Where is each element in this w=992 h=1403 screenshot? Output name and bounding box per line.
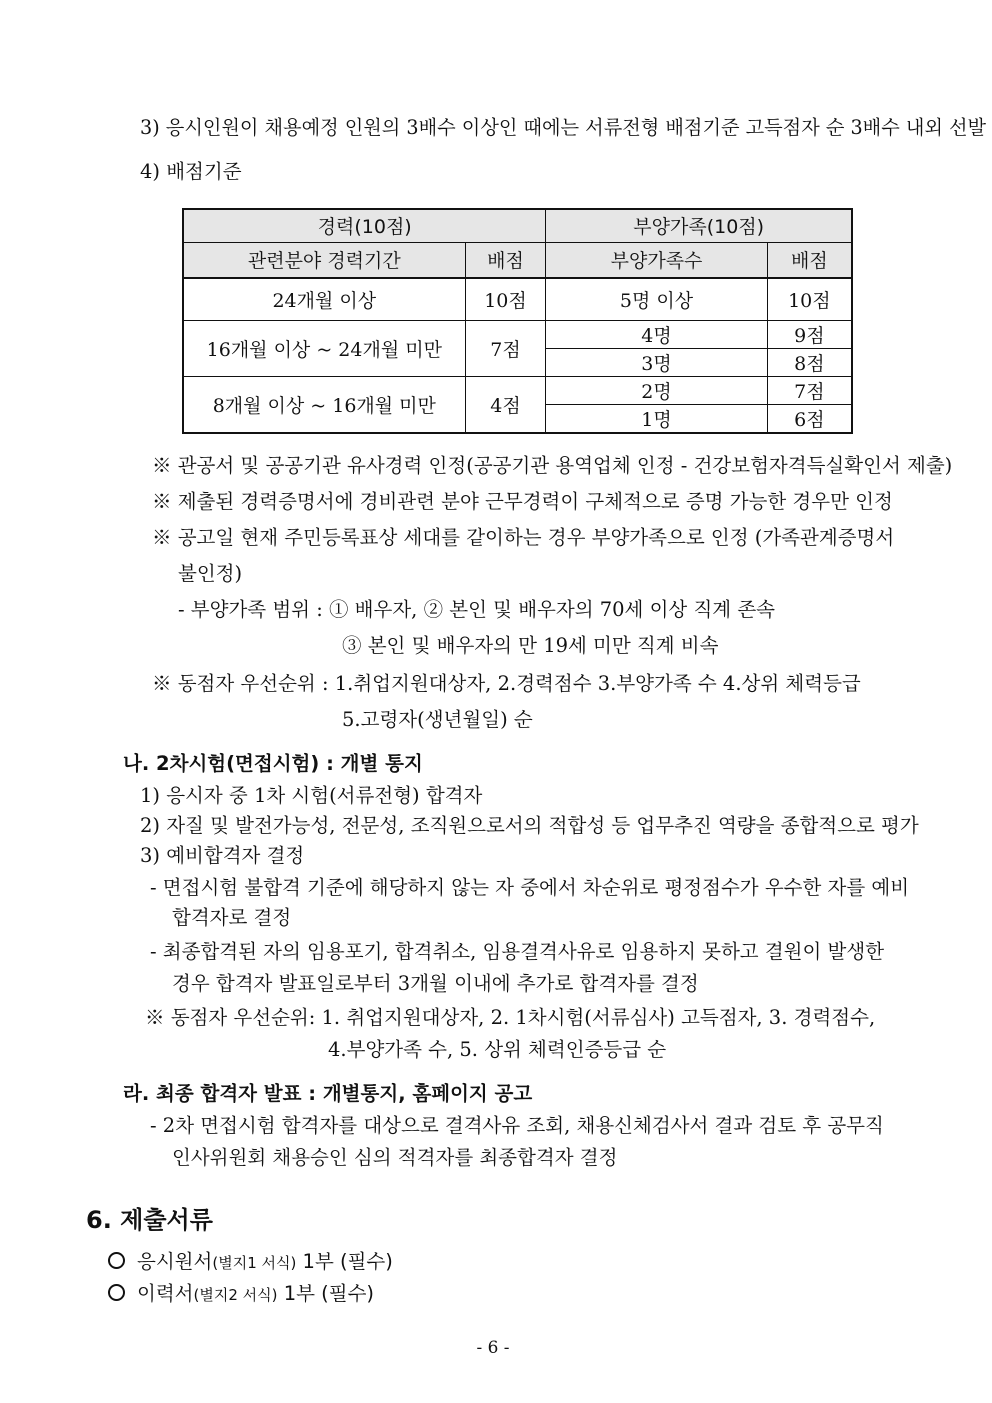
na-item-2: 2) 자질 및 발전가능성, 전문성, 조직원으로서의 적합성 등 업무추진 역량을 종합적으로 평가 xyxy=(140,814,919,837)
col-family-header: 부양가족수 xyxy=(546,242,767,278)
career-score: 10점 xyxy=(465,278,546,320)
page-number: - 6 - xyxy=(476,1338,510,1358)
ra-detail: - 2차 면접시험 합격자를 대상으로 결격사유 조회, 채용신체검사서 결과 검토 후 공무직 xyxy=(150,1114,884,1137)
family-score: 8점 xyxy=(767,348,852,376)
family-count: 4명 xyxy=(546,320,767,348)
note-2: ※ 제출된 경력증명서에 경비관련 분야 근무경력이 구체적으로 증명 가능한 경우만 인정 xyxy=(152,490,893,513)
na-detail-2: - 최종합격된 자의 임용포기, 합격취소, 임용결격사유로 임용하지 못하고 결원이 발생한 xyxy=(150,940,885,963)
career-header: 경력(10점) xyxy=(183,209,546,242)
document-name: 이력서 xyxy=(137,1282,194,1305)
section-ra-title: 라. 최종 합격자 발표 : 개별통지, 홈페이지 공고 xyxy=(123,1082,533,1105)
career-score: 4점 xyxy=(465,376,546,433)
section-na-title: 나. 2차시험(면접시험) : 개별 통지 xyxy=(123,752,423,775)
career-period: 8개월 이상 ~ 16개월 미만 xyxy=(183,376,465,433)
document-form: (별지1 서식) xyxy=(212,1254,297,1272)
document-item xyxy=(108,1248,393,1277)
family-score: 7점 xyxy=(767,376,852,404)
table-row xyxy=(183,278,852,320)
family-count: 5명 이상 xyxy=(546,278,767,320)
table-row xyxy=(183,320,852,348)
family-score: 10점 xyxy=(767,278,852,320)
table-row xyxy=(183,376,852,404)
career-score: 7점 xyxy=(465,320,546,376)
paragraph-3: 3) 응시인원이 채용예정 인원의 3배수 이상인 때에는 서류전형 배점기준 고득점자 순 3배수 내외 선발 xyxy=(140,116,987,139)
note-3-cont: 불인정) xyxy=(178,562,243,585)
family-count: 1명 xyxy=(546,404,767,433)
family-score: 6점 xyxy=(767,404,852,433)
family-count: 3명 xyxy=(546,348,767,376)
na-tie-priority-cont: 4.부양가족 수, 5. 상위 체력인증등급 순 xyxy=(328,1038,667,1061)
section-6-title: 6. 제출서류 xyxy=(86,1206,213,1234)
family-range: - 부양가족 범위 : ① 배우자, ② 본인 및 배우자의 70세 이상 직계 존속 xyxy=(178,598,776,621)
col-score-header: 배점 xyxy=(465,242,546,278)
circle-bullet-icon xyxy=(108,1252,125,1269)
tie-priority-cont: 5.고령자(생년월일) 순 xyxy=(342,708,533,731)
na-tie-priority: ※ 동점자 우선순위: 1. 취업지원대상자, 2. 1차시험(서류심사) 고득점자, 3. 경력점수, xyxy=(145,1006,876,1029)
na-item-1: 1) 응시자 중 1차 시험(서류전형) 합격자 xyxy=(140,784,483,807)
na-detail-2-cont: 경우 합격자 발표일로부터 3개월 이내에 추가로 합격자를 결정 xyxy=(172,972,699,995)
career-period: 24개월 이상 xyxy=(183,278,465,320)
note-1: ※ 관공서 및 공공기관 유사경력 인정(공공기관 용역업체 인정 - 건강보험자격득실확인서 제출) xyxy=(152,454,953,477)
circle-bullet-icon xyxy=(108,1284,125,1301)
paragraph-4: 4) 배점기준 xyxy=(140,160,242,183)
family-score: 9점 xyxy=(767,320,852,348)
na-detail-1: - 면접시험 불합격 기준에 해당하지 않는 자 중에서 차순위로 평정점수가 우수한 자를 예비 xyxy=(150,876,910,899)
family-header: 부양가족(10점) xyxy=(546,209,852,242)
family-count: 2명 xyxy=(546,376,767,404)
na-item-3: 3) 예비합격자 결정 xyxy=(140,844,305,867)
document-qty: 1부 (필수) xyxy=(277,1282,375,1305)
document-qty: 1부 (필수) xyxy=(296,1250,393,1273)
col-score2-header: 배점 xyxy=(767,242,852,278)
ra-detail-cont: 인사위원회 채용승인 심의 적격자를 최종합격자 결정 xyxy=(172,1146,618,1169)
family-range-cont: ③ 본인 및 배우자의 만 19세 미만 직계 비속 xyxy=(342,634,719,657)
document-name: 응시원서 xyxy=(137,1250,213,1273)
document-form: (별지2 서식) xyxy=(193,1286,278,1304)
document-item xyxy=(108,1280,374,1309)
career-period: 16개월 이상 ~ 24개월 미만 xyxy=(183,320,465,376)
note-3: ※ 공고일 현재 주민등록표상 세대를 같이하는 경우 부양가족으로 인정 (가족관계증명서 xyxy=(152,526,895,549)
scoring-table xyxy=(182,208,853,434)
na-detail-1-cont: 합격자로 결정 xyxy=(172,906,292,929)
tie-priority: ※ 동점자 우선순위 : 1.취업지원대상자, 2.경력점수 3.부양가족 수 4.상위 체력등급 xyxy=(152,672,861,695)
col-period-header: 관련분야 경력기간 xyxy=(183,242,465,278)
